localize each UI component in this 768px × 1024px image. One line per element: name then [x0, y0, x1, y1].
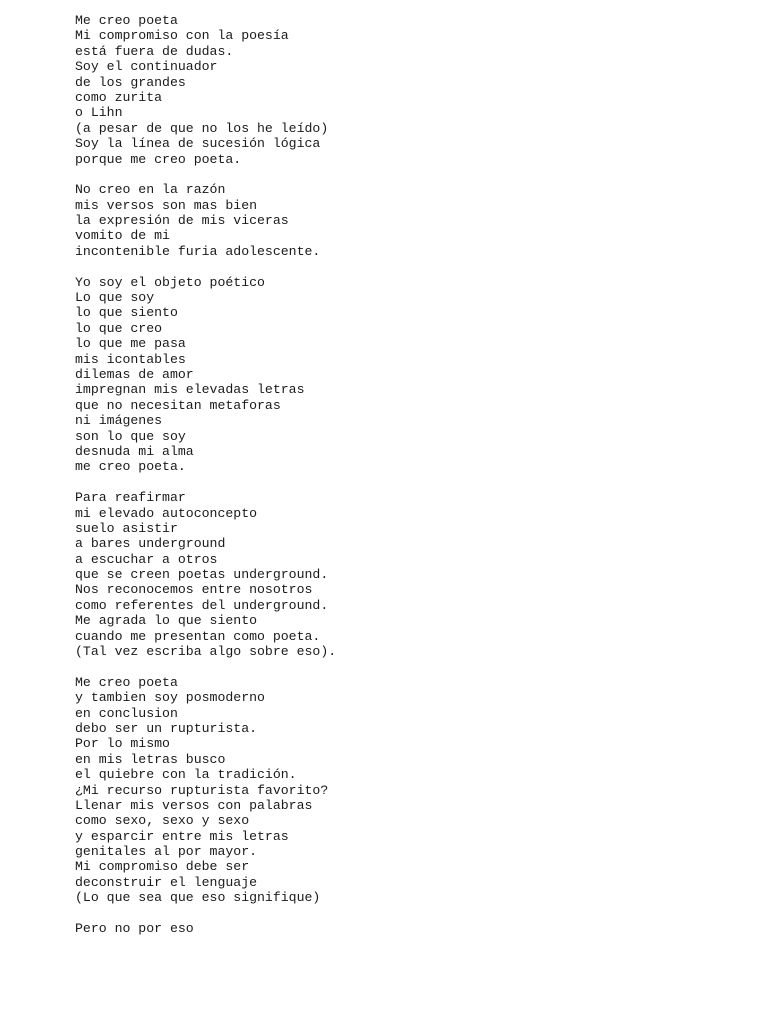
poem-line: o Lihn: [75, 105, 123, 121]
poem-line: Por lo mismo: [75, 736, 170, 752]
poem-line: desnuda mi alma: [75, 443, 194, 459]
poem-line: mis versos son mas bien: [75, 197, 258, 213]
poem-line: la expresión de mis viceras: [75, 213, 289, 229]
stanza-2: [75, 182, 755, 259]
stanza-1: [75, 13, 755, 167]
stanza-6: [75, 921, 755, 936]
poem-line: como sexo, sexo y sexo: [75, 813, 250, 829]
poem-line: porque me creo poeta.: [75, 151, 242, 167]
poem-line: Soy el continuador: [75, 59, 218, 75]
poem-line: Me agrada lo que siento: [75, 613, 258, 629]
poem-line: Nos reconocemos entre nosotros: [75, 582, 313, 598]
poem-line: a escuchar a otros: [75, 551, 218, 567]
poem-line: Lo que soy: [75, 290, 155, 306]
poem-line: lo que siento: [75, 305, 178, 321]
poem-line: mis icontables: [75, 351, 186, 367]
poem-line: mi elevado autoconcepto: [75, 505, 258, 521]
poem-line: No creo en la razón: [75, 182, 226, 198]
poem-line: Pero no por eso: [75, 921, 194, 937]
poem-line: me creo poeta.: [75, 459, 186, 475]
poem-line: debo ser un rupturista.: [75, 720, 258, 736]
poem-page: [75, 13, 755, 952]
poem-line: lo que creo: [75, 320, 163, 336]
stanza-5: [75, 675, 755, 906]
poem-line: ¿Mi recurso rupturista favorito?: [75, 782, 329, 798]
poem-line: dilemas de amor: [75, 366, 194, 382]
poem-line: incontenible furia adolescente.: [75, 243, 321, 259]
poem-line: Mi compromiso debe ser: [75, 859, 250, 875]
poem-line: que se creen poetas underground.: [75, 567, 329, 583]
poem-line: Mi compromiso con la poesía: [75, 28, 289, 44]
poem-line: en conclusion: [75, 705, 178, 721]
poem-line: Soy la línea de sucesión lógica: [75, 136, 321, 152]
poem-line: Para reafirmar: [75, 490, 186, 506]
poem-line: Me creo poeta: [75, 13, 178, 28]
poem-line: y esparcir entre mis letras: [75, 828, 289, 844]
poem-line: cuando me presentan como poeta.: [75, 628, 321, 644]
poem-line: impregnan mis elevadas letras: [75, 382, 305, 398]
poem-line: Yo soy el objeto poético: [75, 274, 265, 290]
stanza-4: [75, 490, 755, 659]
poem-line: el quiebre con la tradición.: [75, 767, 297, 783]
poem-line: (Tal vez escriba algo sobre eso).: [75, 644, 337, 660]
poem-line: lo que me pasa: [75, 336, 186, 352]
poem-line: vomito de mi: [75, 228, 170, 244]
poem-line: deconstruir el lenguaje: [75, 874, 258, 890]
poem-line: a bares underground: [75, 536, 226, 552]
poem-line: Llenar mis versos con palabras: [75, 797, 313, 813]
poem-line: como zurita: [75, 89, 163, 105]
poem-line: ni imágenes: [75, 413, 163, 429]
poem-line: suelo asistir: [75, 520, 178, 536]
poem-line: que no necesitan metaforas: [75, 397, 281, 413]
poem-line: genitales al por mayor.: [75, 844, 258, 860]
poem-line: como referentes del underground.: [75, 597, 329, 613]
poem-line: en mis letras busco: [75, 751, 226, 767]
poem-line: está fuera de dudas.: [75, 43, 234, 59]
poem-line: (a pesar de que no los he leído): [75, 120, 329, 136]
poem-line: (Lo que sea que eso signifique): [75, 890, 321, 906]
poem-line: de los grandes: [75, 74, 186, 90]
poem-line: Me creo poeta: [75, 674, 178, 690]
poem-line: y tambien soy posmoderno: [75, 690, 265, 706]
stanza-3: [75, 275, 755, 475]
poem-line: son lo que soy: [75, 428, 186, 444]
